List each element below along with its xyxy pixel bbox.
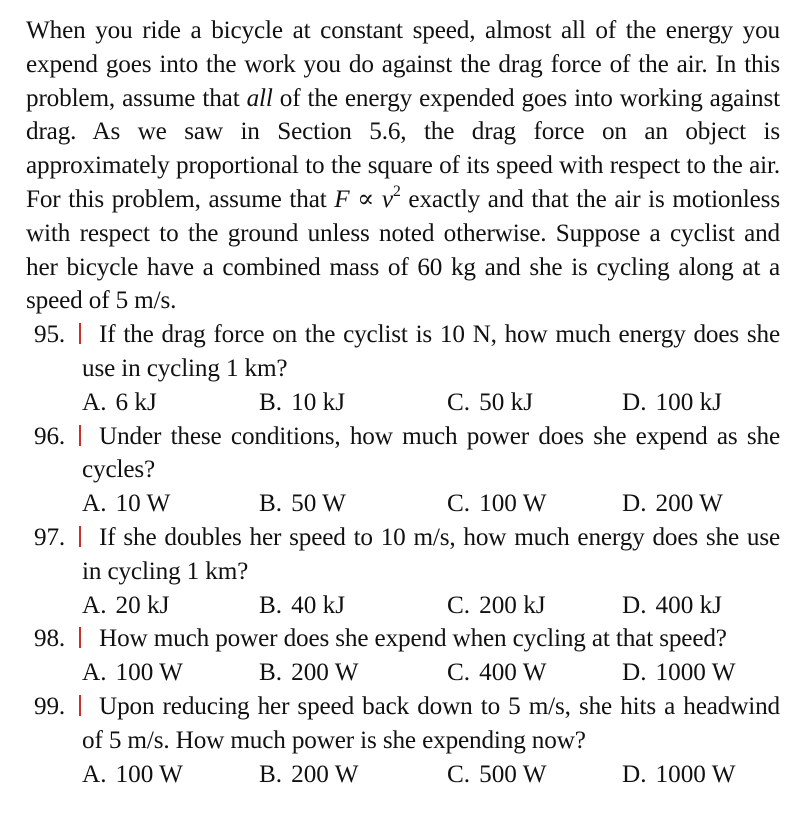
question-list: [26, 318, 780, 791]
choice-letter: C.: [447, 388, 471, 416]
answer-choices: [26, 656, 780, 690]
choice-letter: C.: [447, 490, 471, 518]
choice-text: 1000 W: [655, 659, 736, 687]
difficulty-bar-icon: [79, 627, 81, 648]
choice-text: 500 W: [479, 760, 547, 788]
choice-letter: A.: [82, 490, 107, 518]
difficulty-bar-icon: [79, 425, 81, 446]
choice-a: [82, 386, 259, 420]
difficulty-bar-icon: [79, 695, 81, 716]
choice-letter: C.: [447, 659, 471, 687]
choice-text: 1000 W: [655, 760, 736, 788]
intro-paragraph: [26, 14, 780, 318]
choice-d: [622, 589, 722, 623]
question-number: 99.: [34, 692, 66, 720]
choice-letter: D.: [622, 760, 647, 788]
choice-c: [447, 386, 622, 420]
choice-c: [447, 656, 622, 690]
question-text: Under these conditions, how much power does she expend as she cycles?: [82, 422, 780, 484]
question-stem: [26, 318, 780, 386]
choice-d: [622, 386, 722, 420]
choice-text: 20 kJ: [115, 591, 170, 619]
choice-c: [447, 487, 622, 521]
question-stem: [26, 622, 780, 656]
formula-proportional: ∝: [349, 185, 382, 213]
formula-velocity: v: [381, 185, 393, 213]
question-text: How much power does she expend when cycling at that speed?: [99, 625, 727, 653]
choice-letter: C.: [447, 591, 471, 619]
choice-a: [82, 656, 259, 690]
choice-letter: D.: [622, 490, 647, 518]
choice-b: [259, 487, 447, 521]
question-text: If she doubles her speed to 10 m/s, how much energy does she use in cycling 1 km?: [82, 523, 780, 585]
choice-text: 200 kJ: [479, 591, 546, 619]
question-99: [26, 690, 780, 791]
choice-letter: D.: [622, 388, 647, 416]
choice-letter: B.: [259, 659, 283, 687]
choice-b: [259, 589, 447, 623]
question-98: [26, 622, 780, 690]
intro-text-2: of the energy expended goes into working against drag. As we saw in Section 5.6, the drag force on an object is approximately proportional to the square of its speed with respect to the air. For this problem, assume that: [26, 84, 780, 213]
choice-text: 100 W: [115, 760, 183, 788]
choice-letter: D.: [622, 591, 647, 619]
formula-exponent: 2: [392, 182, 401, 200]
answer-choices: [26, 487, 780, 521]
question-95: [26, 318, 780, 419]
choice-text: 10 W: [115, 490, 171, 518]
question-text: Upon reducing her speed back down to 5 m/s, she hits a headwind of 5 m/s. How much power is she expending now?: [82, 692, 780, 754]
choice-text: 400 W: [479, 659, 547, 687]
choice-c: [447, 758, 622, 792]
choice-letter: D.: [622, 659, 647, 687]
choice-text: 100 kJ: [655, 388, 722, 416]
question-96: [26, 420, 780, 521]
choice-a: [82, 487, 259, 521]
choice-text: 50 W: [291, 490, 346, 518]
choice-text: 400 kJ: [655, 591, 722, 619]
choice-d: [622, 487, 723, 521]
choice-letter: B.: [259, 760, 283, 788]
choice-letter: A.: [82, 591, 107, 619]
choice-text: 50 kJ: [479, 388, 533, 416]
answer-choices: [26, 758, 780, 792]
question-stem: [26, 690, 780, 758]
choice-text: 200 W: [655, 490, 723, 518]
question-number: 98.: [34, 625, 66, 653]
choice-text: 200 W: [291, 659, 359, 687]
answer-choices: [26, 589, 780, 623]
choice-b: [259, 758, 447, 792]
difficulty-bar-icon: [79, 323, 81, 344]
question-stem: [26, 521, 780, 589]
question-text: If the drag force on the cyclist is 10 N, how much energy does she use in cycling 1 km?: [82, 321, 780, 382]
choice-text: 40 kJ: [291, 591, 345, 619]
question-number: 97.: [34, 523, 66, 551]
choice-letter: B.: [259, 591, 283, 619]
choice-letter: A.: [82, 388, 107, 416]
question-97: [26, 521, 780, 622]
choice-letter: B.: [259, 490, 283, 518]
question-stem: [26, 420, 780, 488]
choice-d: [622, 656, 736, 690]
choice-b: [259, 386, 447, 420]
intro-text-3: exactly and that the air is motionless with respect to the ground unless noted otherwise. Suppose a cyclist and her bicycle have a combined mass of 60 kg and she is cycling along at a speed of 5 m/s.: [26, 185, 780, 315]
answer-choices: [26, 386, 780, 420]
formula-force: F: [334, 185, 350, 213]
choice-c: [447, 589, 622, 623]
choice-text: 10 kJ: [291, 388, 345, 416]
choice-text: 200 W: [291, 760, 359, 788]
choice-a: [82, 758, 259, 792]
difficulty-bar-icon: [79, 526, 81, 547]
choice-text: 100 W: [115, 659, 183, 687]
choice-letter: C.: [447, 760, 471, 788]
choice-a: [82, 589, 259, 623]
question-number: 95.: [34, 321, 66, 349]
choice-letter: A.: [82, 659, 107, 687]
choice-text: 100 W: [479, 490, 547, 518]
choice-b: [259, 656, 447, 690]
choice-letter: A.: [82, 760, 107, 788]
intro-text-1: When you ride a bicycle at constant speed, almost all of the energy you expend goes into the work you do against the drag force of the air. In this problem, assume that: [26, 17, 780, 112]
choice-text: 6 kJ: [115, 388, 157, 416]
question-number: 96.: [34, 422, 66, 450]
choice-d: [622, 758, 736, 792]
intro-emphasis-all: all: [246, 84, 273, 112]
choice-letter: B.: [259, 388, 283, 416]
